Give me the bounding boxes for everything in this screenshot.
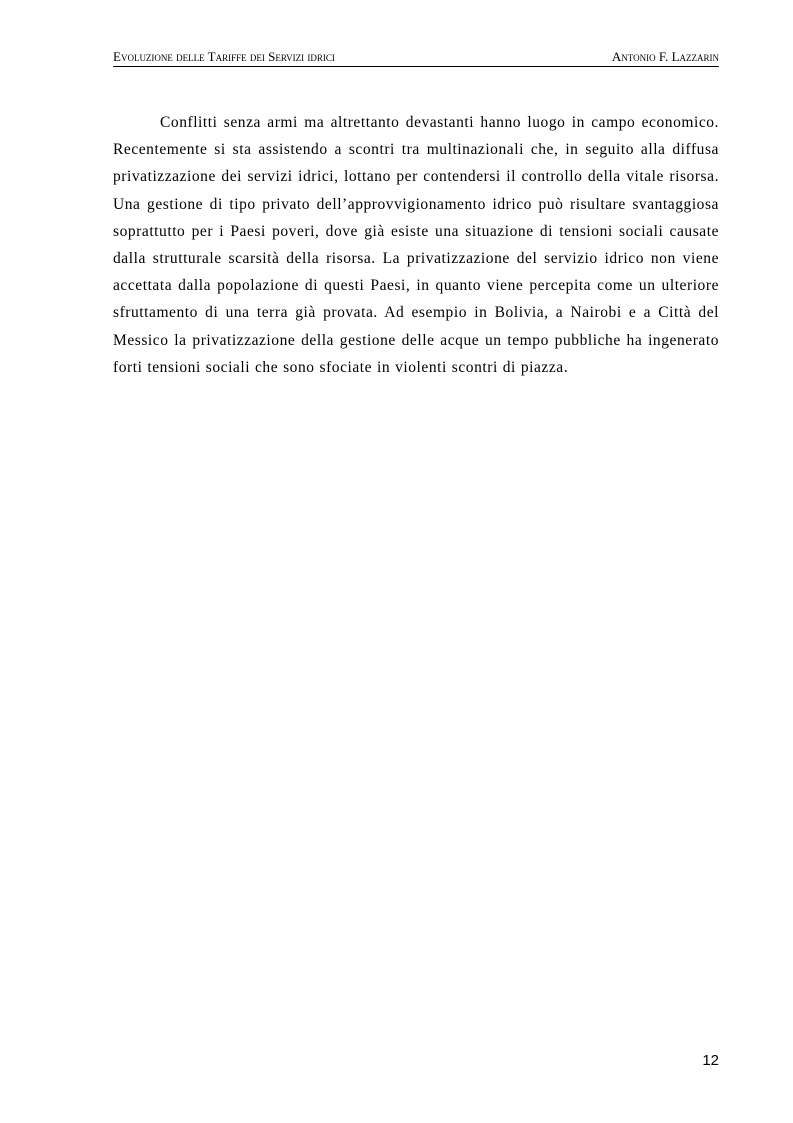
body-paragraph: Conflitti senza armi ma altrettanto devastanti hanno luogo in campo economico. Recentemente si sta assistendo a scontri tra multinazionali che, in seguito alla diffusa privatizzazione dei servizi idrici, lottano per contendersi il controllo della vitale risorsa. Una gestione di tipo privato dell’approvvigionamento idrico può risultare svantaggiosa soprattutto per i Paesi poveri, dove già esiste una situazione di tensioni sociali causate dalla strutturale scarsità della risorsa. La privatizzazione del servizio idrico non viene accettata dalla popolazione di questi Paesi, in quanto viene percepita come un ulteriore sfruttamento di una terra già provata. Ad esempio in Bolivia, a Nairobi e a Città del Messico la privatizzazione della gestione delle acque un tempo pubbliche ha ingenerato forti tensioni sociali che sono sfociate in violenti scontri di piazza. <box>113 114 719 376</box>
running-header <box>113 48 719 67</box>
header-author: Antonio F. Lazzarin <box>611 49 719 64</box>
header-title: Evoluzione delle Tariffe dei Servizi idrici <box>113 49 335 64</box>
page-number: 12 <box>702 1052 719 1069</box>
